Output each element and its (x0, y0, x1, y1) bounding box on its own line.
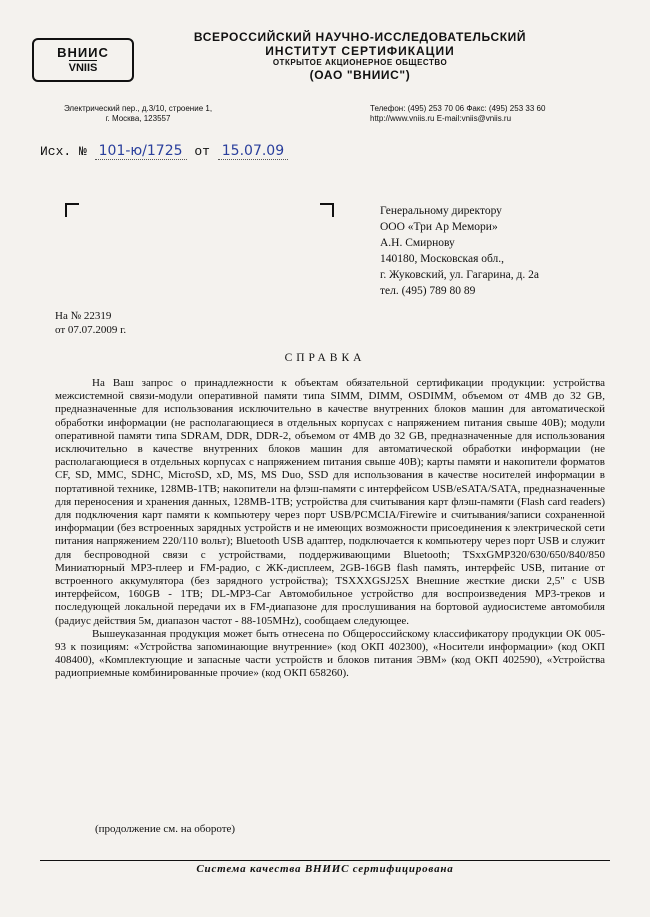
address-corner-right (320, 203, 334, 217)
addressee-line: Генеральному директору (380, 205, 502, 217)
reference-number: На № 22319 (55, 310, 112, 322)
reference-date: от 07.07.2009 г. (55, 324, 127, 336)
addressee-line: тел. (495) 789 80 89 (380, 285, 476, 297)
logo-top-text: ВНИИС (57, 45, 109, 60)
outgoing-date-label: от (194, 144, 210, 159)
postal-address (8, 104, 268, 124)
web-line: http://www.vniis.ru E-mail:vniis@vniis.ru (370, 114, 512, 123)
body-paragraph: На Ваш запрос о принадлежности к объектам обязательной сертификации продукции: устройства межсистемной связи-модули оперативной памяти типа SIMM, DIMM, OSDIMM, объемом от 4MB до 32 GB, предназначенные для использования исключительно в качестве внутренних блоков машин для автоматической обработки информации (не располагающиеся в отдельных корпусах с напряжением питания свыше 40В); модули оперативной памяти типа SDRAM, DDR, DDR-2, объемом от 4MB до 32 GB, предназначенные для использования исключительно в качестве внутренних блоков машин для автоматической обработки информации (не располагающиеся в отдельных корпусах с напряжением питания свыше 40В); карты памяти и накопители форматов CF, SD, MMC, SDHC, MicroSD, xD, MS, MS Duo, SSD для использования в качестве носителей информации в портативной технике, 128МВ-1ТВ; накопители на флэш-памяти с интерфейсом USB/eSATA/SATA, предназначенные для переносения и хранения данных, 128МВ-1ТВ; устройства для считывания карт флэш-памяти (Flash card readers) для подключения карт памяти к компьютеру через порт USB/PCMCIA/Firewire и считывания/записи сохраненной информации (без встроенных зарядных устройств и не имеющих возможности присоединения к электрической сети питания напряжением 220/110 вольт); Bluetooth USB адаптер, подключается к компьютеру через порт USB и служит для беспроводной связи с устройствами, поддерживающими Bluetooth; TSxxGMP320/630/650/840/850 Миниатюрный МР3-плеер и FM-радио, с ЖК-дисплеем, 2GB-16GB flash память, интерфейс USB, питание от встроенного аккумулятора (без зарядного устройства); TSXXXGSJ25X Внешние жесткие диски 2,5" с USB интерфейсом, 160GB - 1ТВ; DL-MP3-Car Автомобильное устройство для воспроизведения МР3-треков и последующей локальной передачи их в FM-диапазоне для прослушивания на бортовой аудиосистеме автомобиля (радиус действия 5м, диапазон частот - 88-105MHz), сообщаем следующее. (55, 377, 605, 627)
org-line-3: ОТКРЫТОЕ АКЦИОНЕРНОЕ ОБЩЕСТВО (272, 58, 448, 67)
continuation-note: (продолжение см. на обороте) (95, 823, 236, 835)
logo-bottom-text: VNIIS (68, 62, 98, 74)
footer-text: Система качества ВНИИС сертифицирована (196, 863, 454, 875)
outgoing-date-value: 15.07.09 (218, 143, 288, 160)
vniis-logo (32, 38, 134, 82)
document-title: СПРАВКА (284, 352, 366, 364)
phone-line: Телефон: (495) 253 70 06 Факс: (495) 253 33 60 (370, 104, 546, 113)
addressee-block (380, 203, 539, 299)
address-line-1: Электрический пер., д.3/10, строение 1, (63, 104, 213, 113)
document-body (55, 377, 605, 681)
addressee-line: г. Жуковский, ул. Гагарина, д. 2а (380, 269, 539, 281)
addressee-line: А.Н. Смирнову (380, 237, 455, 249)
org-line-2: ИНСТИТУТ СЕРТИФИКАЦИИ (265, 44, 455, 58)
reference-block (55, 309, 126, 337)
outgoing-prefix: Исх. № (40, 144, 87, 159)
body-paragraph: Вышеуказанная продукция может быть отнесена по Общероссийскому классификатору продукции ОК 005-93 к позициям: «Устройства запоминающие внутренние» (код ОКП 402300), «Носители информации» (код ОКП 408400), «Комплектующие и запасные части устройств и блоков питания ЭВМ» (код ОКП 402590), «Устройства радиоприемные комбинированные прочие» (код ОКП 658260). (55, 627, 605, 680)
outgoing-number-value: 101-ю/1725 (95, 143, 187, 160)
footer-divider (40, 860, 610, 861)
org-line-4: (ОАО "ВНИИС") (309, 68, 411, 82)
outgoing-number (40, 143, 288, 159)
address-line-2: г. Москва, 123557 (105, 114, 171, 123)
org-line-1: ВСЕРОССИЙСКИЙ НАУЧНО-ИССЛЕДОВАТЕЛЬСКИЙ (193, 30, 527, 44)
addressee-line: ООО «Три Ар Мемори» (380, 221, 498, 233)
phone-and-web (370, 104, 640, 124)
organization-name (145, 30, 575, 82)
address-corner-left (65, 203, 79, 217)
addressee-line: 140180, Московская обл., (380, 253, 505, 265)
